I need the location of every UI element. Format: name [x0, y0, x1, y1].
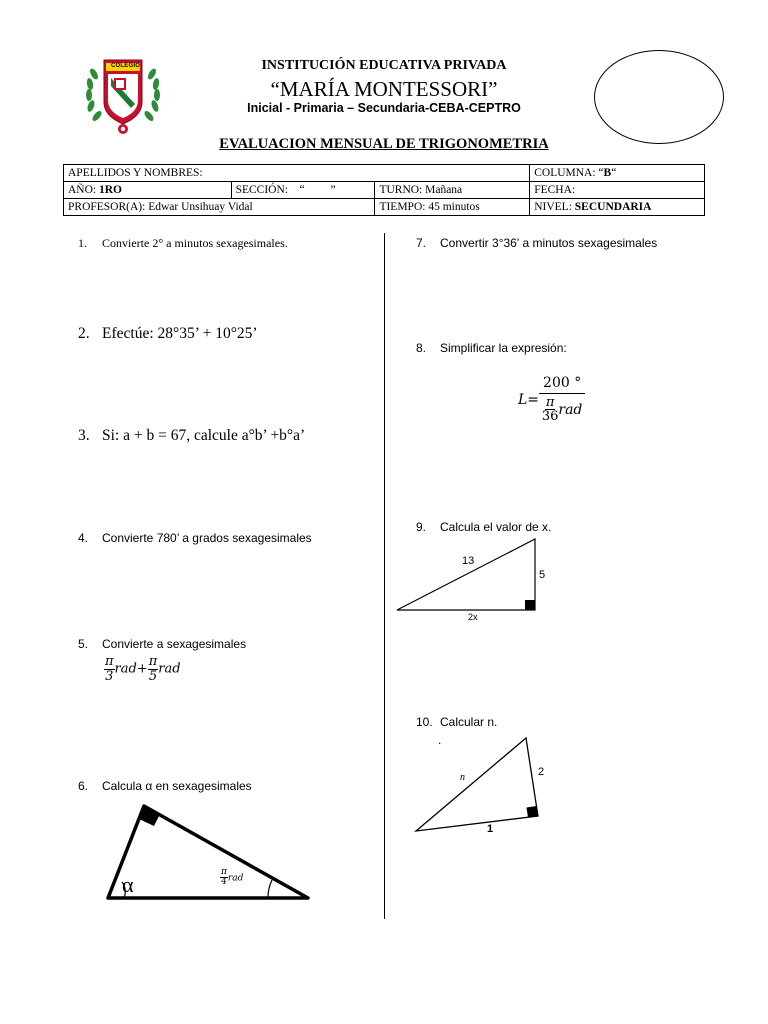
column-divider: [384, 233, 385, 919]
school-name: “MARÍA MONTESSORI”: [270, 77, 498, 101]
table-row: [64, 199, 705, 216]
question-8-expression: L= 200 ° $\frac{\pi}{36}$ rad: [518, 376, 585, 424]
triangle-diagram-q10: [412, 734, 562, 844]
stray-dot: .: [438, 733, 442, 747]
exam-title: EVALUACION MENSUAL DE TRIGONOMETRIA: [219, 136, 549, 152]
ano-field: AÑO: 1RO: [64, 182, 232, 199]
logo-text: COLEGIO: [111, 63, 141, 69]
hypotenuse-label: 13: [462, 555, 475, 567]
angle-label: $\frac{\pi}{4}$ rad: [221, 867, 244, 888]
institution-heading: INSTITUCIÓN EDUCATIVA PRIVADA: [261, 58, 507, 73]
turno-field: TURNO: Mañana: [375, 182, 530, 199]
table-row: [64, 165, 705, 182]
question-7: 7. Convertir 3°36' a minutos sexagesimales: [416, 236, 658, 250]
alpha-label: α: [122, 872, 134, 897]
tiempo-field: TIEMPO: 45 minutos: [375, 199, 530, 216]
question-9: 9. Calcula el valor de x.: [416, 520, 552, 534]
side-label: 2: [538, 766, 545, 778]
student-info-table: [63, 164, 705, 216]
question-1: 1. Convierte 2° a minutos sexagesimales.: [78, 236, 288, 250]
question-8: 8. Simplificar la expresión:: [416, 341, 567, 355]
nivel-value: SECUNDARIA: [574, 201, 652, 213]
question-5: 5. Convierte a sexagesimales: [78, 637, 247, 651]
table-row: [64, 182, 705, 199]
question-10: 10. Calcular n.: [416, 715, 498, 729]
question-3: 3. Si: a + b = 67, calcule a°b’ +b°a’: [78, 427, 306, 444]
triangle-diagram-q9: [394, 536, 554, 628]
grade-oval: [594, 50, 724, 144]
question-4: 4. Convierte 780’ a grados sexagesimales: [78, 531, 312, 545]
nivel-field: NIVEL: SECUNDARIA: [530, 199, 705, 216]
hypotenuse-label: n: [460, 772, 465, 783]
base-label: 1: [487, 823, 494, 835]
base-label: 2x: [468, 612, 478, 622]
question-5-expression: $\frac{\pi}{3}$ rad+ $\frac{\pi}{5}$ rad: [105, 654, 181, 684]
fecha-field[interactable]: FECHA:: [530, 182, 705, 199]
columna-value: B: [603, 167, 612, 179]
names-field[interactable]: APELLIDOS Y NOMBRES:: [64, 165, 530, 182]
side-label: 5: [539, 569, 546, 581]
levels-subtitle: Inicial - Primaria – Secundaria-CEBA-CEPTRO: [247, 101, 521, 115]
columna-field: COLUMNA: “B“: [530, 165, 705, 182]
ano-value: 1RO: [99, 184, 122, 196]
seccion-field[interactable]: SECCIÓN: “ ”: [231, 182, 375, 199]
question-2: 2. Efectúe: 28°35’ + 10°25’: [78, 325, 258, 342]
profesor-field: PROFESOR(A): Edwar Unsihuay Vidal: [64, 199, 375, 216]
triangle-diagram-q6: [100, 798, 320, 908]
question-6: 6. Calcula α en sexagesimales: [78, 779, 252, 793]
